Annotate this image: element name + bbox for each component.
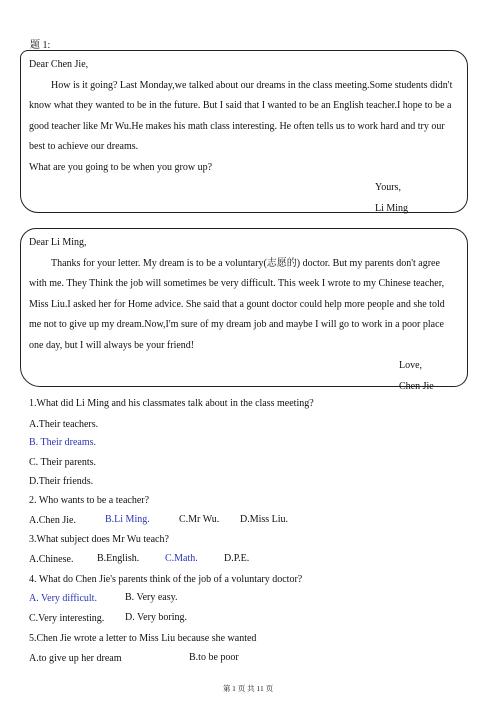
question-4: 4. What do Chen Jie's parents think of the job of a voluntary doctor? xyxy=(29,574,303,585)
letter-question: What are you going to be when you grow up? xyxy=(29,161,213,173)
question-1: 1.What did Li Ming and his classmates talk about in the class meeting? xyxy=(29,398,314,409)
q2-option-c: C.Mr Wu. xyxy=(179,514,220,525)
q4-option-a: A. Very difficult. xyxy=(29,593,97,604)
page-footer: 第 1 页 共 11 页 xyxy=(222,684,274,693)
question-5: 5.Chen Jie wrote a letter to Miss Liu because she wanted xyxy=(29,633,257,644)
letter-signature: Li Ming xyxy=(375,202,409,214)
q4-option-d: D. Very boring. xyxy=(125,612,188,623)
q2-option-b: B.Li Ming. xyxy=(105,514,150,525)
letter-box-chen-jie xyxy=(20,228,468,392)
q3-option-b: B.English. xyxy=(97,553,140,564)
letter-greeting: Dear Chen Jie, xyxy=(29,59,89,70)
q3-option-c: C.Math. xyxy=(165,553,198,564)
question-3: 3.What subject does Mr Wu teach? xyxy=(29,534,169,545)
q5-option-a: A.to give up her dream xyxy=(29,653,122,664)
q3-option-d: D.P.E. xyxy=(224,553,250,564)
q3-option-a: A.Chinese. xyxy=(29,554,74,565)
letter-closing: Yours, xyxy=(375,182,401,193)
letter-signature: Chen Jie xyxy=(399,380,434,392)
letter-body: Thanks for your letter. My dream is to be a voluntary(志愿的) doctor. But my parents don't agree with me. They Think the job will sometimes be very difficult. This week I wrote to my Chinese teacher, Miss Liu.I asked her for Home advice. She said that a gount doctor could help more people and she told me not to give up my dream.Now,I'm sure of my dream job and maybe I will go to work in a poor place one day, but I will always be your friend! xyxy=(29,257,445,351)
q1-option-d: D.Their friends. xyxy=(29,476,94,487)
letter-greeting: Dear Li Ming, xyxy=(29,237,87,248)
letter-closing: Love, xyxy=(399,360,423,371)
q4-option-c: C.Very interesting. xyxy=(29,613,105,624)
q2-option-a: A.Chen Jie. xyxy=(29,515,76,526)
question-2: 2. Who wants to be a teacher? xyxy=(29,495,150,506)
q1-option-b: B. Their dreams. xyxy=(29,437,97,448)
letter-body: How is it going? Last Monday,we talked about our dreams in the class meeting.Some students didn't know what they wanted to be in the future. But I said that I wanted to be an English teacher.I hope to be a good teacher like Mr Wu.He makes his math class interesting. He often tells us to work hard and try our best to achieve our dreams. xyxy=(29,79,453,152)
q2-option-d: D.Miss Liu. xyxy=(240,514,289,525)
q4-option-b: B. Very easy. xyxy=(125,592,178,603)
q5-option-b: B.to be poor xyxy=(189,652,239,663)
letter-box-li-ming xyxy=(20,50,468,213)
q1-option-a: A.Their teachers. xyxy=(29,419,99,430)
page-heading: 题 1: xyxy=(30,40,51,51)
q1-option-c: C. Their parents. xyxy=(29,457,97,468)
